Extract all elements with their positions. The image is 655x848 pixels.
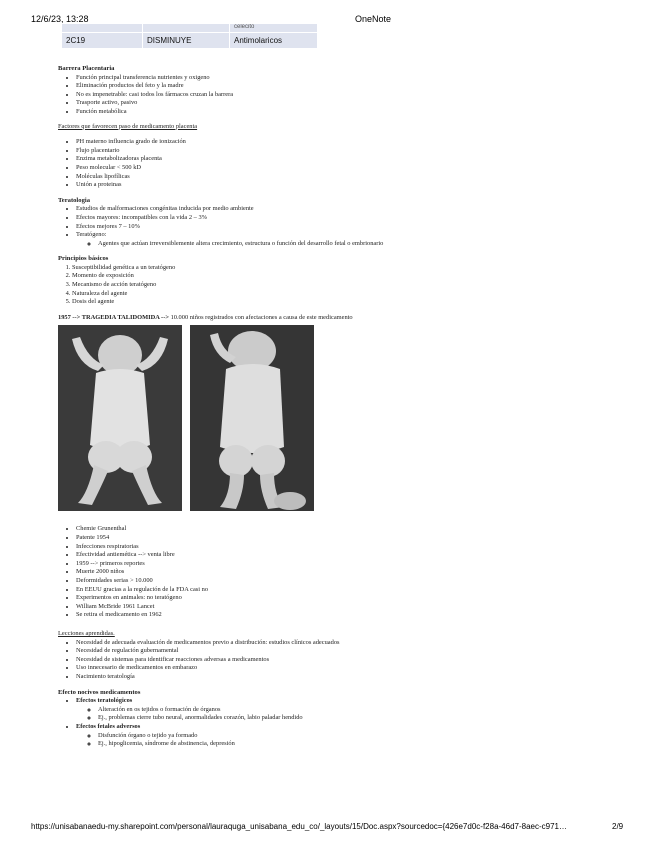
list-item: • Función metabólica <box>76 108 398 117</box>
list-item: 5. Dosis del agente <box>72 298 398 307</box>
list-item: 1. Susceptibilidad genética a un teratógeno <box>72 264 398 273</box>
list-item: • Patente 1954 <box>76 534 398 543</box>
list-item: • No es impenetrable: casi todos los fármacos cruzan la barrera <box>76 91 398 100</box>
list-item: • Estudios de malformaciones congénitas inducida por medio ambiente <box>76 205 398 214</box>
talidomida-list <box>58 525 398 620</box>
section-title: Teratologia <box>58 196 90 204</box>
list-item-label: Efectos fetales adversos <box>76 722 141 730</box>
drug-table <box>61 23 318 49</box>
table-row <box>62 33 318 49</box>
sub-list-item: ◦ Disfunción órgano o tejido ya formado <box>98 732 398 741</box>
list-item: • Trasporte activo, pasivo <box>76 99 398 108</box>
list-item: • Efectividad antiemética --> venta libre <box>76 551 398 560</box>
table-cell: DISMINUYE <box>143 33 230 49</box>
barrera-list <box>58 74 398 117</box>
list-item: • William McBride 1961 Lancet <box>76 603 398 612</box>
list-item: • Efectos mejores 7 – 10% <box>76 223 398 232</box>
table-cell: 2C19 <box>62 33 143 49</box>
list-item: • Muerte 2000 niños <box>76 568 398 577</box>
list-item: 2. Momento de exposición <box>72 272 398 281</box>
list-item: • Enzima metabolizadoras placenta <box>76 155 398 164</box>
sub-list-item: ◦ Agentes que actúan irreversiblemente altera crecimiento, estructura o función del desarrollo fetal o embrionario <box>98 240 398 249</box>
table-cell: celecito <box>230 24 318 33</box>
factores-list <box>58 138 398 190</box>
list-item <box>76 231 398 248</box>
infant-photo-back <box>58 325 182 511</box>
list-item: • Función principal transferencia nutrientes y oxigeno <box>76 74 398 83</box>
section-title: Efecto nocivos medicamentos <box>58 688 141 696</box>
sub-list-item: ◦ Ej., hipoglicemia, síndrome de abstinencia, depresión <box>98 740 398 749</box>
list-item: • Se retira el medicamento en 1962 <box>76 611 398 620</box>
list-item: 4. Naturaleza del agente <box>72 290 398 299</box>
principios-list <box>58 264 398 307</box>
list-item: • Necesidad de sistemas para identificar reacciones adversas a medicamentos <box>76 656 398 665</box>
list-item: • Chemie Grunenthal <box>76 525 398 534</box>
table-cell: Antimolaricos <box>230 33 318 49</box>
list-item: • Infecciones respiratorias <box>76 543 398 552</box>
list-item <box>76 697 398 723</box>
talidomida-text: 10.000 niños registrados con afectaciones a causa de este medicamento <box>168 313 353 321</box>
teratologia-list <box>58 205 398 248</box>
list-item: • En EEUU gracias a la regulación de la FDA casi no <box>76 586 398 595</box>
print-date: 12/6/23, 13:28 <box>31 14 89 24</box>
list-item <box>76 723 398 749</box>
list-item: • Flujo placentario <box>76 147 398 156</box>
lecciones-list <box>58 639 398 682</box>
page-url: https://unisabanaedu-my.sharepoint.com/personal/lauraquga_unisabana_edu_co/_layouts/15/Doc.aspx?sourcedoc={426e7d0c-f28a-46d7-8aec-c971… <box>31 822 567 831</box>
list-item: • Nacimiento teratología <box>76 673 398 682</box>
list-item: • Deformidades serias > 10.000 <box>76 577 398 586</box>
section-title: Principios básicos <box>58 255 109 263</box>
list-item: • Necesidad de adecuada evaluación de medicamentos previo a distribución: estudios clínicos adecuados <box>76 639 398 648</box>
photo-gallery <box>58 325 398 517</box>
list-item: • 1959 --> primeros reportes <box>76 560 398 569</box>
section-title: Barrera Placentaria <box>58 65 115 72</box>
list-item: 3. Mecanismo de acción teratógeno <box>72 281 398 290</box>
app-name: OneNote <box>355 14 392 24</box>
sub-list-item: ◦ Ej., problemas cierre tubo neural, anormalidades corazón, labio paladar hendido <box>98 714 398 723</box>
talidomida-title: 1957 --> TRAGEDIA TALIDOMIDA --> <box>58 313 169 321</box>
efectos-list <box>58 697 398 749</box>
sub-list-item: ◦ Alteración en os tejidos o formación de órganos <box>98 706 398 715</box>
list-item-label: Teratógeno: <box>76 231 107 239</box>
infant-photo-side <box>190 325 314 511</box>
list-item: • Uso innecesario de medicamentos en embarazo <box>76 664 398 673</box>
list-item: • PH materno influencia grado de ionización <box>76 138 398 147</box>
section-title: Factores que favorecen paso de medicamento placenta <box>58 122 198 130</box>
list-item: • Efectos mayores: incompatibles con la vida 2 – 3% <box>76 214 398 223</box>
list-item: • Eliminación productos del feto y la madre <box>76 82 398 91</box>
list-item: • Unión a proteinas <box>76 181 398 190</box>
list-item: • Peso molecular < 500 kD <box>76 164 398 173</box>
table-row-cut <box>62 24 318 33</box>
list-item-label: Efectos teratológicos <box>76 697 133 705</box>
page-number: 2/9 <box>612 822 624 831</box>
talidomida-heading <box>58 314 398 323</box>
list-item: • Necesidad de regulación gubernamental <box>76 647 398 656</box>
list-item: • Moléculas lipofílicas <box>76 173 398 182</box>
list-item: • Experimentos en animales: no teratógeno <box>76 594 398 603</box>
section-title: Lecciones aprendidas. <box>58 629 115 637</box>
notes-body <box>58 65 398 749</box>
